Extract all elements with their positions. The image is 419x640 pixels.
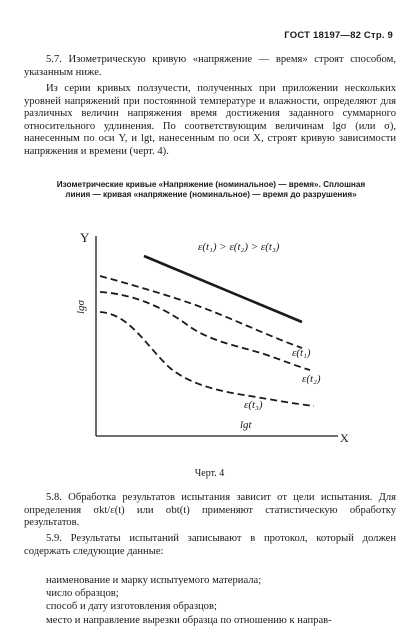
list-item: место и направление вырезки образца по отношению к направ- xyxy=(46,614,332,626)
paragraph-5-7-method: Из серии кривых ползучести, полученных при приложении нескольких уровней напряжений при постоянной температуре и влажности, определяют для различных величин напряжения время достижения заданного суммарного относительного удлинения. По соответствующим величинам lgσ (или σ), нанесенным по оси Y, и lgt, нанесенным по оси X, строят кривую зависимости напряжения и времени (черт. 4). xyxy=(24,83,396,157)
x-axis-letter: X xyxy=(340,431,349,445)
curve-t1 xyxy=(100,276,302,348)
curve-label-t3: ε(t₃) xyxy=(244,399,263,411)
curve-t2 xyxy=(100,292,310,370)
paragraph-5-7: 5.7. Изометрическую кривую «напряжение — время» строят способом, указанным ниже. xyxy=(24,54,396,78)
relation-label: ε(t₁) > ε(t₂) > ε(t₃) xyxy=(198,241,280,253)
y-quantity-label: lgσ xyxy=(75,300,87,314)
paragraph-5-8: 5.8. Обработка результатов испытания зависит от цели испытания. Для определения σkt/ε(t) или σbt(t) применяют статистическую обработку результатов. xyxy=(24,492,396,529)
isometric-curves-figure xyxy=(74,228,364,450)
figure-caption: Изометрические кривые «Напряжение (номинальное) — время». Сплошная линия — кривая «напряжение (номинальное) — время до разрушения» xyxy=(56,180,366,199)
paragraph-5-9: 5.9. Результаты испытаний записывают в протокол, который должен содержать следующие данные: xyxy=(24,533,396,557)
list-item: число образцов; xyxy=(46,588,119,600)
list-item: наименование и марку испытуемого материала; xyxy=(46,575,262,586)
curve-label-t1: ε(t₁) xyxy=(292,347,311,359)
curve-t3 xyxy=(100,312,314,406)
figure-number: Черт. 4 xyxy=(194,468,225,479)
x-quantity-label: lgt xyxy=(240,419,252,431)
list-item: способ и дату изготовления образцов; xyxy=(46,601,217,613)
page-header: ГОСТ 18197—82 Стр. 9 xyxy=(284,30,393,41)
y-axis-letter: Y xyxy=(80,230,90,245)
curve-label-t2: ε(t₂) xyxy=(302,373,321,385)
protocol-data-list xyxy=(24,574,396,627)
